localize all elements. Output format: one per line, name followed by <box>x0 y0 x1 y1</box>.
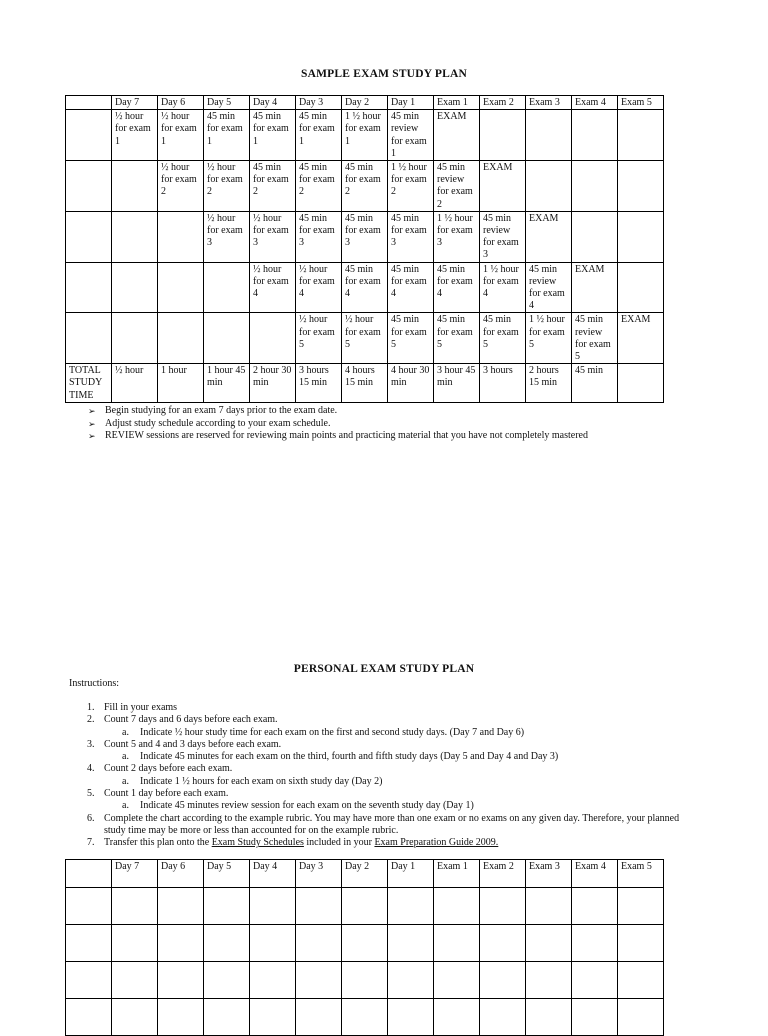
table-header-row <box>66 860 664 888</box>
table-cell <box>296 962 342 999</box>
table-cell <box>572 888 618 925</box>
step-number: 6. <box>87 812 95 824</box>
sub-list <box>104 776 699 788</box>
table-cell <box>296 999 342 1036</box>
table-cell <box>618 211 664 262</box>
table-cell: ½ hour for exam 5 <box>296 313 342 364</box>
sub-list <box>104 800 699 812</box>
table-cell <box>572 925 618 962</box>
table-cell <box>204 262 250 313</box>
table-cell <box>388 962 434 999</box>
table-cell <box>618 161 664 212</box>
header-cell: Day 5 <box>204 96 250 110</box>
step-link: Exam Preparation Guide 2009. <box>374 837 499 849</box>
table-cell <box>112 211 158 262</box>
table-cell <box>158 999 204 1036</box>
step-text: Count 5 and 4 and 3 days before each exam. <box>104 738 282 750</box>
table-cell: 45 min <box>572 364 618 403</box>
sub-letter: a. <box>122 775 129 787</box>
list-item <box>69 702 699 714</box>
table-cell: 45 min review for exam 2 <box>434 161 480 212</box>
table-cell: 45 min review for exam 5 <box>572 313 618 364</box>
header-cell: Exam 3 <box>526 860 572 888</box>
table-row <box>66 161 664 212</box>
step-text: Indicate 45 minutes review session for each exam on the seventh study day (Day 1) <box>140 800 474 812</box>
table-cell <box>388 888 434 925</box>
table-cell <box>66 925 112 962</box>
table-cell <box>296 888 342 925</box>
header-cell <box>66 96 112 110</box>
table-cell: 1 hour 45 min <box>204 364 250 403</box>
step-number: 4. <box>87 763 95 775</box>
table-cell <box>112 925 158 962</box>
table-cell <box>572 211 618 262</box>
list-item: ➢ Adjust study schedule according to your exam schedule. <box>88 417 331 429</box>
header-cell: Day 2 <box>342 96 388 110</box>
header-cell: Exam 3 <box>526 96 572 110</box>
table-row <box>66 211 664 262</box>
list-item <box>69 788 699 813</box>
table-cell: 45 min for exam 1 <box>204 110 250 161</box>
table-cell: ½ hour for exam 2 <box>158 161 204 212</box>
table-cell <box>434 962 480 999</box>
step-text: Count 1 day before each exam. <box>104 788 229 800</box>
list-item: ➢ REVIEW sessions are reserved for reviewing main points and practicing material that you have not completely mastered <box>88 430 588 441</box>
table-cell <box>158 262 204 313</box>
sub-letter: a. <box>122 751 129 763</box>
header-cell: Exam 1 <box>434 860 480 888</box>
table-row <box>66 925 664 962</box>
header-cell: Day 3 <box>296 96 342 110</box>
table-cell <box>434 925 480 962</box>
list-item <box>69 763 699 788</box>
step-text: Transfer this plan onto the <box>104 837 212 849</box>
table-cell <box>526 110 572 161</box>
instructions-list <box>69 702 699 850</box>
table-cell <box>204 313 250 364</box>
sub-list <box>104 727 699 739</box>
table-cell: 45 min for exam 3 <box>342 211 388 262</box>
personal-plan-table <box>65 859 664 1036</box>
table-cell <box>204 888 250 925</box>
table-cell: 2 hours 15 min <box>526 364 572 403</box>
table-row <box>66 962 664 999</box>
list-item: ➢ Begin studying for an exam 7 days prior to the exam date. <box>88 405 338 416</box>
table-cell: 45 min for exam 4 <box>342 262 388 313</box>
table-cell: EXAM <box>434 110 480 161</box>
step-number: 3. <box>87 738 95 750</box>
table-cell: 45 min for exam 4 <box>434 262 480 313</box>
table-cell: ½ hour for exam 3 <box>204 211 250 262</box>
table-cell <box>342 888 388 925</box>
step-number: 2. <box>87 714 95 726</box>
header-cell <box>66 860 112 888</box>
list-item <box>104 751 699 763</box>
table-cell <box>112 962 158 999</box>
table-cell: 1 ½ hour for exam 2 <box>388 161 434 212</box>
table-cell <box>204 999 250 1036</box>
table-cell: 3 hour 45 min <box>434 364 480 403</box>
table-cell <box>618 925 664 962</box>
table-cell <box>434 999 480 1036</box>
table-cell <box>204 925 250 962</box>
table-cell: ½ hour <box>112 364 158 403</box>
table-cell: 4 hours 15 min <box>342 364 388 403</box>
header-cell: Day 7 <box>112 96 158 110</box>
step-text: included in your <box>303 837 375 849</box>
header-cell: Exam 5 <box>618 96 664 110</box>
table-cell: 45 min for exam 2 <box>342 161 388 212</box>
table-cell: ½ hour for exam 4 <box>250 262 296 313</box>
table-cell <box>342 999 388 1036</box>
table-cell <box>112 313 158 364</box>
arrow-bullet-icon: ➢ <box>88 406 96 416</box>
table-cell <box>250 925 296 962</box>
table-cell <box>66 110 112 161</box>
list-item <box>104 776 699 788</box>
step-text: Indicate 1 ½ hours for each exam on sixth study day (Day 2) <box>140 775 383 787</box>
table-cell <box>526 925 572 962</box>
table-cell <box>158 211 204 262</box>
table-cell <box>618 364 664 403</box>
header-cell: Day 2 <box>342 860 388 888</box>
table-cell: 45 min review for exam 3 <box>480 211 526 262</box>
table-cell <box>296 925 342 962</box>
table-cell <box>388 999 434 1036</box>
table-cell: ½ hour for exam 3 <box>250 211 296 262</box>
table-cell <box>388 925 434 962</box>
table-cell <box>618 262 664 313</box>
table-cell <box>66 211 112 262</box>
step-text: Count 2 days before each exam. <box>104 763 233 775</box>
step-text: Count 7 days and 6 days before each exam. <box>104 714 278 726</box>
table-cell: 45 min for exam 5 <box>480 313 526 364</box>
table-cell <box>572 999 618 1036</box>
table-cell <box>342 925 388 962</box>
table-cell <box>158 888 204 925</box>
table-cell: 45 min for exam 1 <box>296 110 342 161</box>
table-header-row <box>66 96 664 110</box>
table-cell: EXAM <box>480 161 526 212</box>
table-cell: EXAM <box>618 313 664 364</box>
list-item <box>104 800 699 812</box>
sub-letter: a. <box>122 800 129 812</box>
table-cell: 4 hour 30 min <box>388 364 434 403</box>
sample-plan-notes <box>88 405 588 443</box>
step-number: 7. <box>87 837 95 849</box>
header-cell: Exam 2 <box>480 860 526 888</box>
header-cell: Exam 4 <box>572 96 618 110</box>
table-cell <box>112 161 158 212</box>
list-item <box>69 837 699 849</box>
table-cell <box>480 962 526 999</box>
sub-list <box>104 751 699 763</box>
table-cell <box>112 888 158 925</box>
table-cell: ½ hour for exam 4 <box>296 262 342 313</box>
table-cell <box>158 962 204 999</box>
table-cell <box>618 888 664 925</box>
table-cell <box>526 999 572 1036</box>
table-cell <box>480 999 526 1036</box>
table-cell: ½ hour for exam 2 <box>204 161 250 212</box>
list-item <box>69 813 699 838</box>
table-cell: ½ hour for exam 1 <box>112 110 158 161</box>
step-text: Fill in your exams <box>104 702 178 713</box>
table-cell: TOTAL STUDY TIME <box>66 364 112 403</box>
table-cell <box>572 161 618 212</box>
step-number: 5. <box>87 788 95 800</box>
step-text: Complete the chart according to the example rubric. You may have more than one exam or no exams on any given day. Therefore, your planned study time may be more or less than accounted for on the example rubric. <box>104 812 680 836</box>
table-cell: ½ hour for exam 1 <box>158 110 204 161</box>
table-cell <box>526 161 572 212</box>
table-row <box>66 888 664 925</box>
instructions-label: Instructions: <box>69 678 119 689</box>
table-cell <box>66 962 112 999</box>
header-cell: Exam 5 <box>618 860 664 888</box>
table-cell: 45 min for exam 5 <box>434 313 480 364</box>
table-cell <box>434 888 480 925</box>
table-cell: 45 min for exam 5 <box>388 313 434 364</box>
table-cell <box>572 110 618 161</box>
table-cell: 45 min review for exam 4 <box>526 262 572 313</box>
table-cell: 2 hour 30 min <box>250 364 296 403</box>
table-cell: 3 hours <box>480 364 526 403</box>
table-cell: EXAM <box>572 262 618 313</box>
table-cell <box>342 962 388 999</box>
sample-plan-table <box>65 95 664 403</box>
step-text: Indicate 45 minutes for each exam on the third, fourth and fifth study days (Day 5 and Day 4 and Day 3) <box>140 751 559 763</box>
step-number: 1. <box>87 702 95 713</box>
table-cell <box>66 313 112 364</box>
table-cell <box>618 999 664 1036</box>
table-cell: 1 ½ hour for exam 5 <box>526 313 572 364</box>
table-cell: 1 ½ hour for exam 4 <box>480 262 526 313</box>
header-cell: Day 7 <box>112 860 158 888</box>
table-cell <box>66 888 112 925</box>
table-cell <box>112 999 158 1036</box>
sample-plan-title: SAMPLE EXAM STUDY PLAN <box>301 68 467 80</box>
step-text: Indicate ½ hour study time for each exam on the first and second study days. (Day 7 and Day 6) <box>140 726 525 738</box>
table-cell <box>618 962 664 999</box>
table-cell <box>158 925 204 962</box>
table-row <box>66 313 664 364</box>
header-cell: Day 4 <box>250 860 296 888</box>
table-cell <box>526 962 572 999</box>
header-cell: Exam 4 <box>572 860 618 888</box>
header-cell: Day 6 <box>158 96 204 110</box>
header-cell: Day 6 <box>158 860 204 888</box>
table-cell <box>112 262 158 313</box>
table-row <box>66 999 664 1036</box>
arrow-bullet-icon: ➢ <box>88 418 96 429</box>
table-cell <box>250 999 296 1036</box>
sub-letter: a. <box>122 726 129 738</box>
header-cell: Exam 2 <box>480 96 526 110</box>
list-item <box>104 727 699 739</box>
header-cell: Day 1 <box>388 96 434 110</box>
table-cell: 45 min for exam 1 <box>250 110 296 161</box>
list-item <box>69 739 699 764</box>
list-item <box>69 714 699 739</box>
arrow-bullet-icon: ➢ <box>88 431 96 441</box>
header-cell: Day 5 <box>204 860 250 888</box>
table-cell: 45 min for exam 3 <box>388 211 434 262</box>
table-cell <box>66 262 112 313</box>
header-cell: Day 1 <box>388 860 434 888</box>
table-cell <box>158 313 204 364</box>
table-cell <box>480 110 526 161</box>
header-cell: Day 3 <box>296 860 342 888</box>
table-cell: 45 min for exam 2 <box>250 161 296 212</box>
table-cell <box>526 888 572 925</box>
table-cell: 45 min for exam 4 <box>388 262 434 313</box>
table-cell <box>480 925 526 962</box>
table-cell <box>250 962 296 999</box>
table-cell: 45 min for exam 2 <box>296 161 342 212</box>
table-cell: 1 ½ hour for exam 1 <box>342 110 388 161</box>
step-link: Exam Study Schedules <box>211 837 304 849</box>
table-cell <box>204 962 250 999</box>
table-cell: EXAM <box>526 211 572 262</box>
table-cell <box>480 888 526 925</box>
table-row <box>66 262 664 313</box>
table-cell: 45 min review for exam 1 <box>388 110 434 161</box>
table-cell: 3 hours 15 min <box>296 364 342 403</box>
table-cell <box>250 313 296 364</box>
table-cell <box>618 110 664 161</box>
personal-plan-title: PERSONAL EXAM STUDY PLAN <box>293 663 475 675</box>
table-cell <box>66 161 112 212</box>
header-cell: Exam 1 <box>434 96 480 110</box>
total-row <box>66 364 664 403</box>
table-cell <box>572 962 618 999</box>
table-cell: 1 hour <box>158 364 204 403</box>
table-cell: 1 ½ hour for exam 3 <box>434 211 480 262</box>
header-cell: Day 4 <box>250 96 296 110</box>
table-cell <box>66 999 112 1036</box>
table-cell: 45 min for exam 3 <box>296 211 342 262</box>
table-cell <box>250 888 296 925</box>
table-row <box>66 110 664 161</box>
table-cell: ½ hour for exam 5 <box>342 313 388 364</box>
